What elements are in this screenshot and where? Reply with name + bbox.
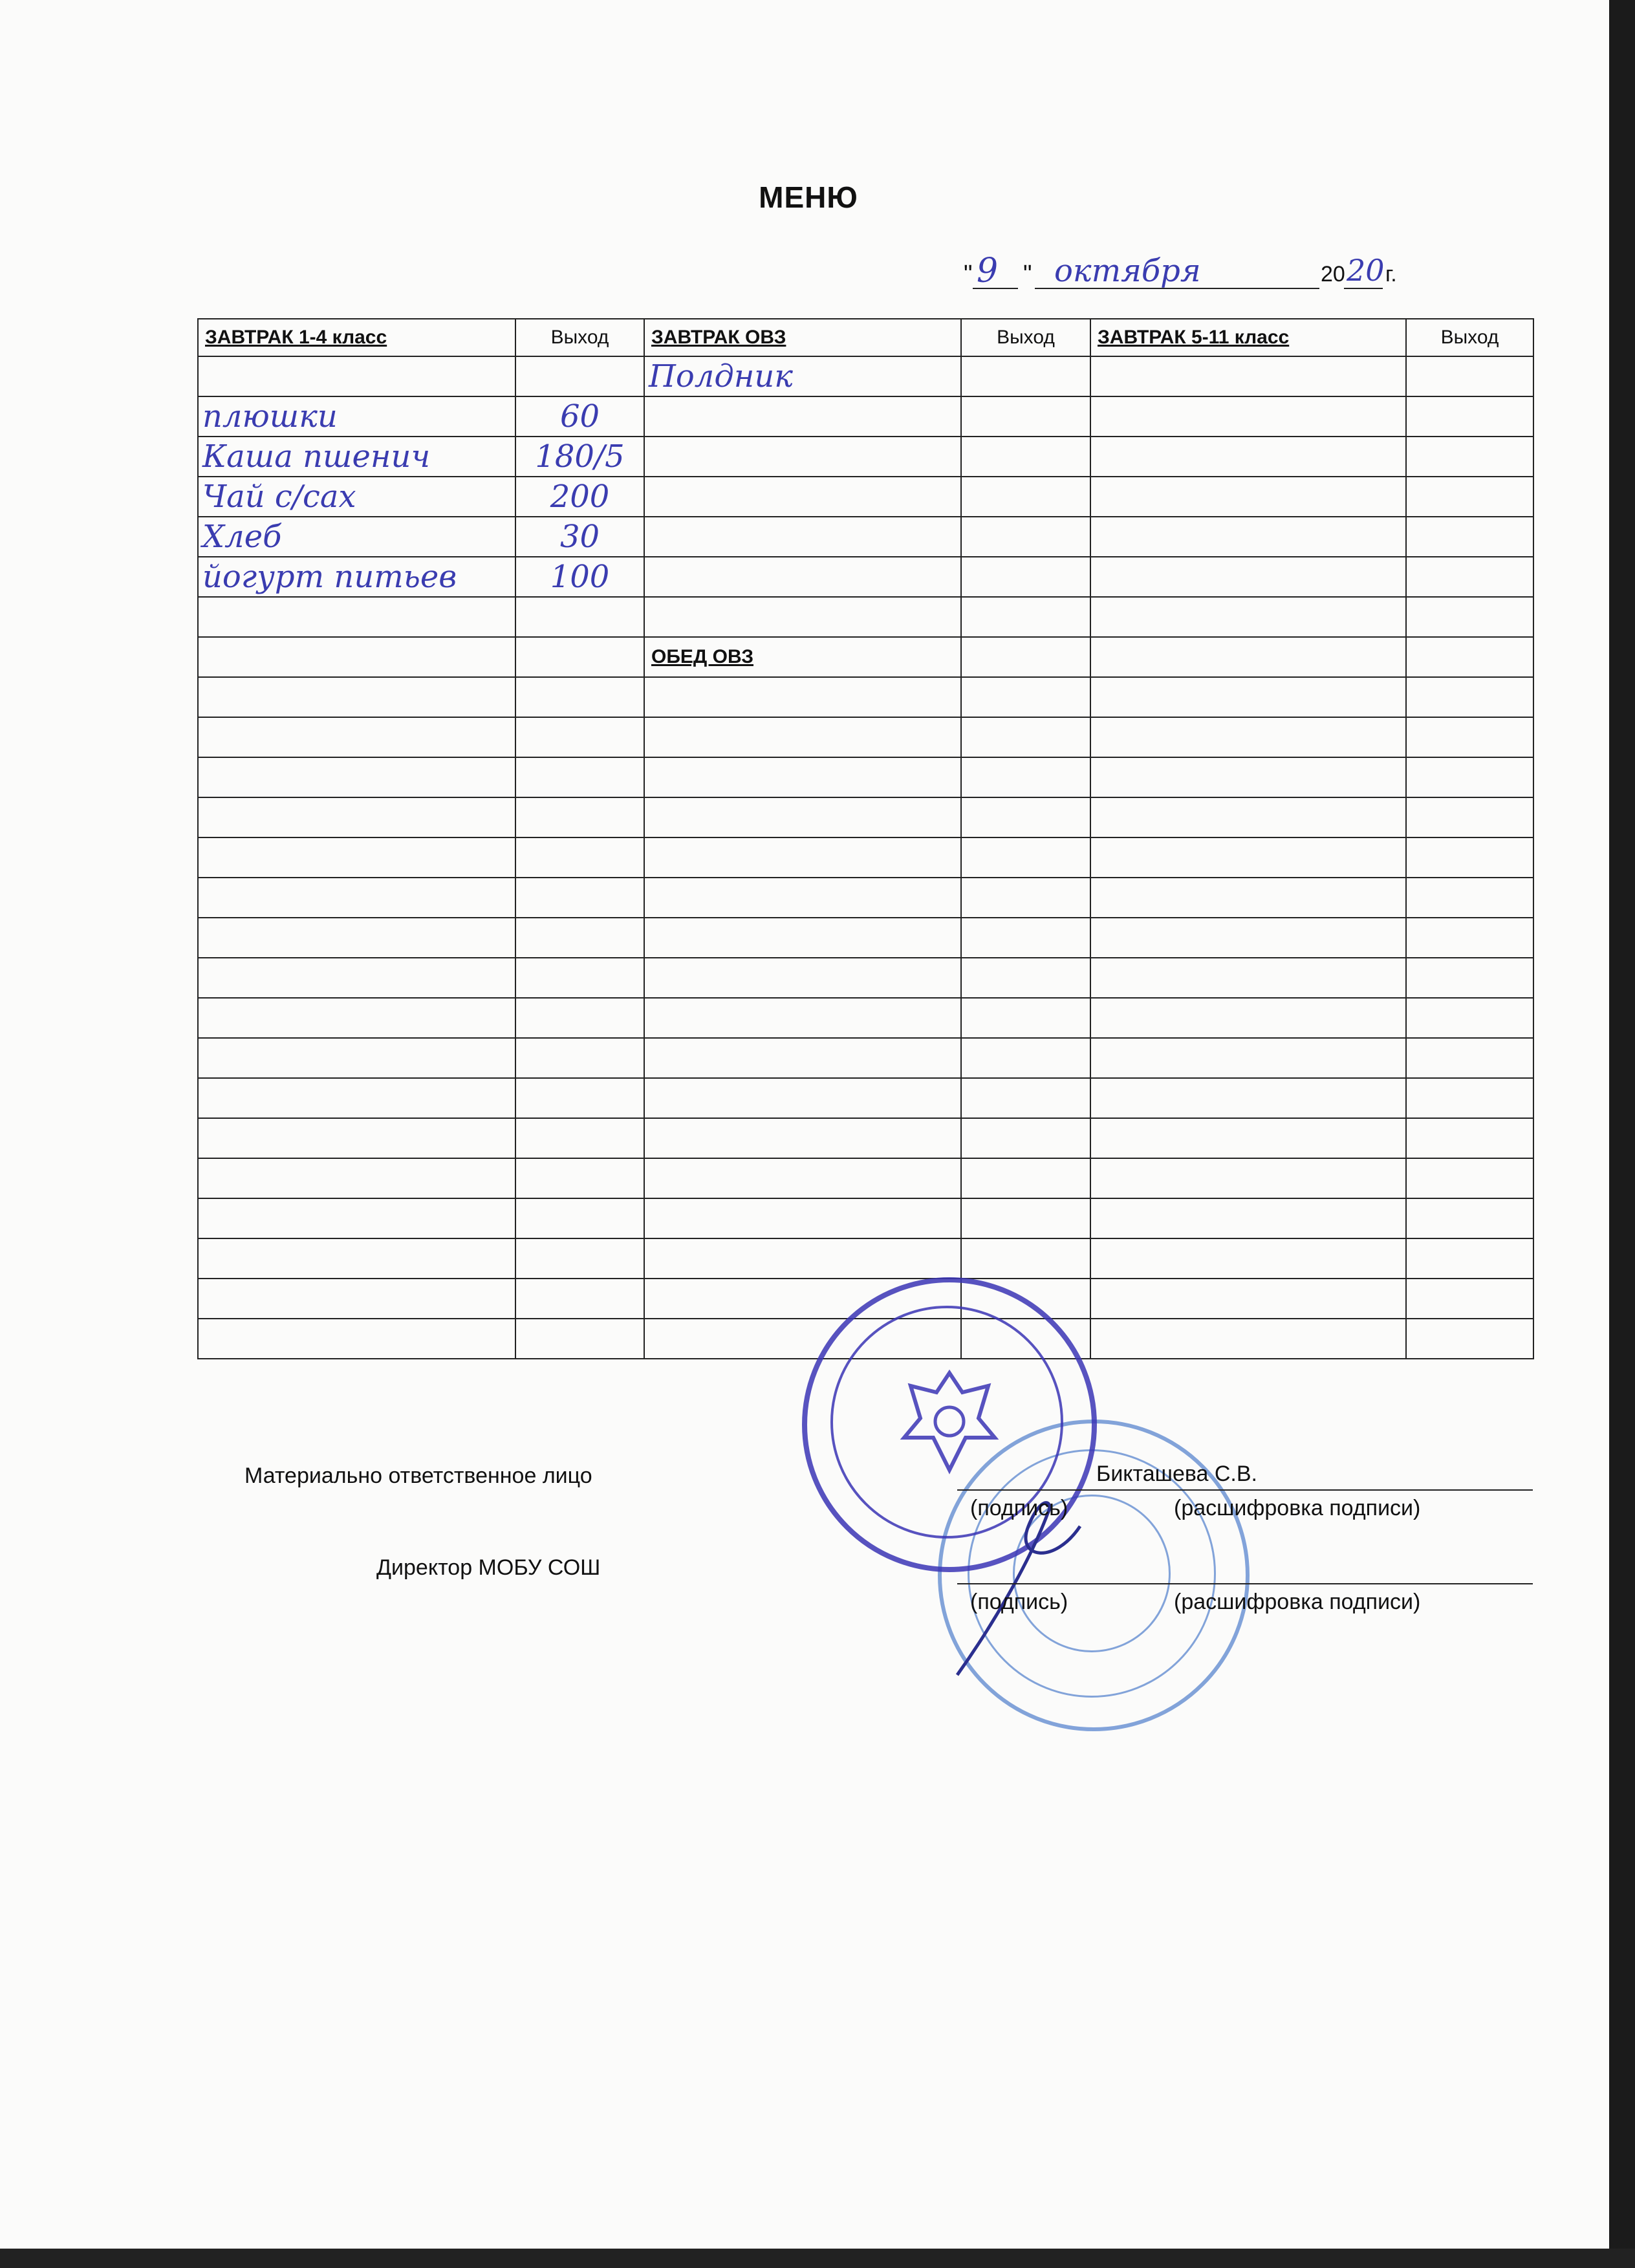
table-cell [961, 797, 1090, 837]
header-breakfast-ovz: ЗАВТРАК ОВЗ [644, 319, 961, 356]
table-cell [644, 1038, 961, 1078]
date-open-quote: " [964, 261, 973, 288]
table-cell [961, 958, 1090, 998]
table-cell [1090, 878, 1406, 918]
table-cell [198, 1198, 515, 1238]
table-cell [644, 517, 961, 557]
table-row [198, 837, 1533, 878]
header-breakfast-1-4: ЗАВТРАК 1-4 класс [198, 319, 515, 356]
date-month-underline [1035, 288, 1319, 289]
table-header-row [198, 319, 1533, 356]
signature-caption: (подпись) [970, 1496, 1068, 1520]
table-cell [1406, 1118, 1533, 1158]
table-cell [644, 717, 961, 757]
date-mid-quote: " [1023, 261, 1032, 288]
table-cell [644, 918, 961, 958]
table-row [198, 878, 1533, 918]
table-cell [644, 477, 961, 517]
afternoon-snack-label: Полдник [644, 356, 961, 396]
dish-output: 30 [515, 517, 644, 557]
table-cell [1090, 918, 1406, 958]
table-cell [1406, 1238, 1533, 1279]
table-cell [515, 958, 644, 998]
table-cell [644, 797, 961, 837]
table-cell [198, 1078, 515, 1118]
table-cell [1406, 1078, 1533, 1118]
responsible-person-name: Бикташева С.В. [1096, 1462, 1258, 1486]
table-cell [1406, 1158, 1533, 1198]
table-row [198, 637, 1533, 677]
dish-name: плюшки [198, 396, 515, 437]
table-cell [644, 437, 961, 477]
date-day-underline [973, 288, 1018, 289]
table-row [198, 517, 1533, 557]
table-cell [644, 837, 961, 878]
table-cell [198, 1038, 515, 1078]
director-label: Директор МОБУ СОШ [376, 1555, 601, 1580]
table-cell [961, 356, 1090, 396]
table-cell [515, 1118, 644, 1158]
decoding-caption: (расшифровка подписи) [1174, 1590, 1421, 1614]
table-cell [1090, 1198, 1406, 1238]
table-cell [515, 878, 644, 918]
table-cell [961, 396, 1090, 437]
date-day: 9 [977, 252, 999, 290]
table-cell [1406, 677, 1533, 717]
date-year-suffix: 20 [1347, 253, 1385, 288]
table-cell [644, 1118, 961, 1158]
table-cell [1090, 437, 1406, 477]
table-cell [961, 437, 1090, 477]
table-cell [1406, 1038, 1533, 1078]
table-cell [1090, 837, 1406, 878]
table-cell [1090, 757, 1406, 797]
table-cell [515, 1158, 644, 1198]
table-cell [961, 597, 1090, 637]
table-cell [515, 1038, 644, 1078]
table-cell [1090, 557, 1406, 597]
table-row [198, 797, 1533, 837]
table-cell [1406, 918, 1533, 958]
table-cell [644, 998, 961, 1038]
table-cell [515, 1078, 644, 1118]
table-cell [198, 878, 515, 918]
table-row [198, 356, 1533, 396]
table-cell [961, 1198, 1090, 1238]
table-cell [1406, 396, 1533, 437]
table-cell [961, 1078, 1090, 1118]
table-row [198, 998, 1533, 1038]
table-cell [961, 878, 1090, 918]
table-cell [961, 637, 1090, 677]
table-cell [1090, 1118, 1406, 1158]
table-cell [1090, 637, 1406, 677]
table-cell [1090, 1078, 1406, 1118]
table-cell [961, 717, 1090, 757]
table-row [198, 757, 1533, 797]
date-year-prefix: 20 [1321, 262, 1345, 286]
table-row [198, 1078, 1533, 1118]
table-cell [1406, 757, 1533, 797]
table-row [198, 1158, 1533, 1198]
menu-table [197, 318, 1534, 1359]
table-cell [1406, 1198, 1533, 1238]
table-row [198, 1198, 1533, 1238]
table-row [198, 1038, 1533, 1078]
table-cell [198, 757, 515, 797]
table-cell [644, 958, 961, 998]
table-cell [1406, 717, 1533, 757]
table-cell [644, 1198, 961, 1238]
coat-of-arms-icon [891, 1360, 1008, 1483]
table-cell [644, 597, 961, 637]
table-row [198, 597, 1533, 637]
table-cell [515, 837, 644, 878]
table-cell [515, 1198, 644, 1238]
table-cell [198, 356, 515, 396]
table-cell [644, 1238, 961, 1279]
table-cell [1090, 1319, 1406, 1359]
table-cell [198, 1279, 515, 1319]
table-cell [1090, 1038, 1406, 1078]
table-cell [1090, 356, 1406, 396]
table-cell [198, 998, 515, 1038]
table-cell [515, 797, 644, 837]
table-cell [1406, 958, 1533, 998]
table-row [198, 1118, 1533, 1158]
table-cell [515, 998, 644, 1038]
table-cell [1406, 517, 1533, 557]
dish-output: 60 [515, 396, 644, 437]
table-cell [1406, 1279, 1533, 1319]
dish-name: йогурт питьев [198, 557, 515, 597]
table-cell [1406, 597, 1533, 637]
decoding-caption: (расшифровка подписи) [1174, 1496, 1421, 1520]
table-cell [1090, 1238, 1406, 1279]
table-cell [961, 477, 1090, 517]
table-cell [1090, 396, 1406, 437]
header-breakfast-5-11: ЗАВТРАК 5-11 класс [1090, 319, 1406, 356]
table-cell [1090, 517, 1406, 557]
table-cell [198, 918, 515, 958]
table-cell [1090, 998, 1406, 1038]
table-cell [198, 958, 515, 998]
table-cell [1090, 1158, 1406, 1198]
table-cell [515, 1319, 644, 1359]
table-cell [1406, 837, 1533, 878]
date-year-underline [1344, 288, 1383, 289]
dish-name: Хлеб [198, 517, 515, 557]
table-cell [644, 1078, 961, 1118]
table-cell [515, 597, 644, 637]
table-cell [1406, 878, 1533, 918]
table-cell [1090, 677, 1406, 717]
table-cell [961, 918, 1090, 958]
table-cell [1406, 477, 1533, 517]
dish-name: Каша пшенич [198, 437, 515, 477]
table-cell [515, 637, 644, 677]
table-row [198, 437, 1533, 477]
table-cell [1406, 637, 1533, 677]
table-cell [515, 356, 644, 396]
header-output-1: Выход [515, 319, 644, 356]
table-cell [198, 1319, 515, 1359]
table-cell [1090, 477, 1406, 517]
table-cell [1406, 1319, 1533, 1359]
table-cell [515, 677, 644, 717]
table-cell [515, 1238, 644, 1279]
table-row [198, 1238, 1533, 1279]
responsible-signature-line [957, 1489, 1533, 1491]
table-cell [961, 1158, 1090, 1198]
table-cell [644, 396, 961, 437]
table-cell [1090, 958, 1406, 998]
table-cell [961, 517, 1090, 557]
table-cell [644, 757, 961, 797]
table-cell [644, 677, 961, 717]
table-row [198, 396, 1533, 437]
table-cell [1406, 797, 1533, 837]
table-cell [198, 797, 515, 837]
table-cell [515, 1279, 644, 1319]
table-cell [198, 1238, 515, 1279]
table-cell [961, 677, 1090, 717]
table-cell [198, 837, 515, 878]
table-cell [961, 1038, 1090, 1078]
table-row [198, 918, 1533, 958]
table-row [198, 717, 1533, 757]
table-row [198, 477, 1533, 517]
scan-edge-bottom [0, 2249, 1635, 2268]
dish-output: 100 [515, 557, 644, 597]
page-title: МЕНЮ [759, 180, 858, 214]
table-cell [961, 837, 1090, 878]
table-cell [1090, 797, 1406, 837]
table-cell [515, 918, 644, 958]
table-cell [644, 557, 961, 597]
scan-edge-right [1609, 0, 1635, 2268]
date-line [964, 252, 1416, 292]
header-output-2: Выход [961, 319, 1090, 356]
date-month: октября [1054, 253, 1201, 289]
table-cell [198, 1118, 515, 1158]
dish-name: Чай с/сах [198, 477, 515, 517]
header-output-3: Выход [1406, 319, 1533, 356]
table-cell [198, 677, 515, 717]
table-cell [198, 637, 515, 677]
table-cell [961, 557, 1090, 597]
table-cell [1406, 356, 1533, 396]
lunch-ovz-label: ОБЕД ОВЗ [644, 637, 961, 677]
responsible-person-label: Материально ответственное лицо [244, 1463, 592, 1488]
table-row [198, 677, 1533, 717]
dish-output: 180/5 [515, 437, 644, 477]
table-cell [961, 1118, 1090, 1158]
table-cell [1406, 557, 1533, 597]
table-cell [1090, 1279, 1406, 1319]
table-row [198, 557, 1533, 597]
table-cell [1406, 437, 1533, 477]
table-cell [1090, 597, 1406, 637]
table-cell [515, 717, 644, 757]
table-cell [198, 717, 515, 757]
table-cell [961, 757, 1090, 797]
table-cell [961, 998, 1090, 1038]
table-cell [644, 878, 961, 918]
date-year-unit: г. [1385, 262, 1397, 286]
table-cell [1090, 717, 1406, 757]
table-cell [644, 1158, 961, 1198]
table-cell [1406, 998, 1533, 1038]
table-cell [198, 1158, 515, 1198]
director-signature-line [957, 1583, 1533, 1584]
table-cell [515, 757, 644, 797]
table-cell [198, 597, 515, 637]
table-row [198, 958, 1533, 998]
dish-output: 200 [515, 477, 644, 517]
signature-caption: (подпись) [970, 1590, 1068, 1614]
table-cell [961, 1238, 1090, 1279]
